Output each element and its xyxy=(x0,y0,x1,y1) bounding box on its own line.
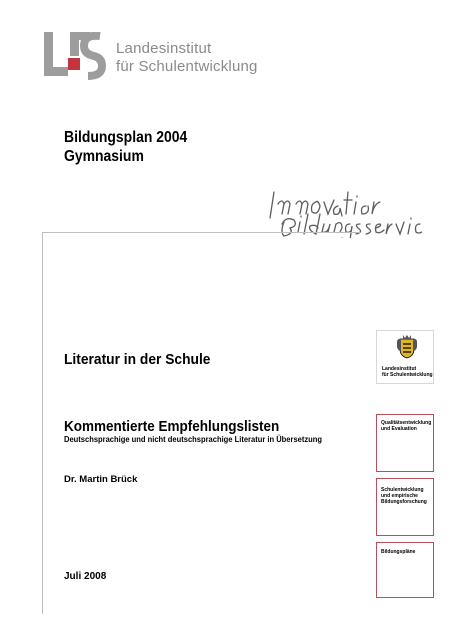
box2-line1: Qualitätsentwicklung xyxy=(381,420,432,426)
coat-of-arms-icon xyxy=(397,335,417,359)
document-title: Literatur in der Schule xyxy=(64,351,211,368)
box1-line1: Landesinstitut xyxy=(382,366,417,372)
logo-line1: Landesinstitut xyxy=(116,40,212,57)
sidebar-box-school-dev xyxy=(376,478,434,536)
sidebar-box-quality xyxy=(376,414,434,472)
box4-line1: Bildungspläne xyxy=(381,549,416,555)
plan-line1: Bildungsplan 2004 xyxy=(64,129,188,146)
document-heading: Kommentierte Empfehlungslisten xyxy=(64,418,280,435)
sidebar-box-institute xyxy=(376,330,434,384)
document-subtitle: Deutschsprachige und nicht deutschsprachige Literatur in Übersetzung xyxy=(64,434,323,444)
logo-text xyxy=(116,40,258,76)
box3-line2: und empirische xyxy=(381,493,418,499)
signature-image xyxy=(262,178,422,238)
plan-line2: Gymnasium xyxy=(64,148,144,165)
publication-date: Juli 2008 xyxy=(64,571,107,582)
box1-line2: für Schulentwicklung xyxy=(382,372,433,378)
sidebar-box-curricula xyxy=(376,542,434,598)
box3-line3: Bildungsforschung xyxy=(381,499,427,505)
lfs-logo-icon xyxy=(40,32,108,90)
box3-line1: Schulentwicklung xyxy=(381,487,424,493)
logo-line2: für Schulentwicklung xyxy=(116,58,258,75)
author: Dr. Martin Brück xyxy=(64,474,138,485)
box2-line2: und Evaluation xyxy=(381,426,417,432)
plan-title xyxy=(64,128,187,166)
